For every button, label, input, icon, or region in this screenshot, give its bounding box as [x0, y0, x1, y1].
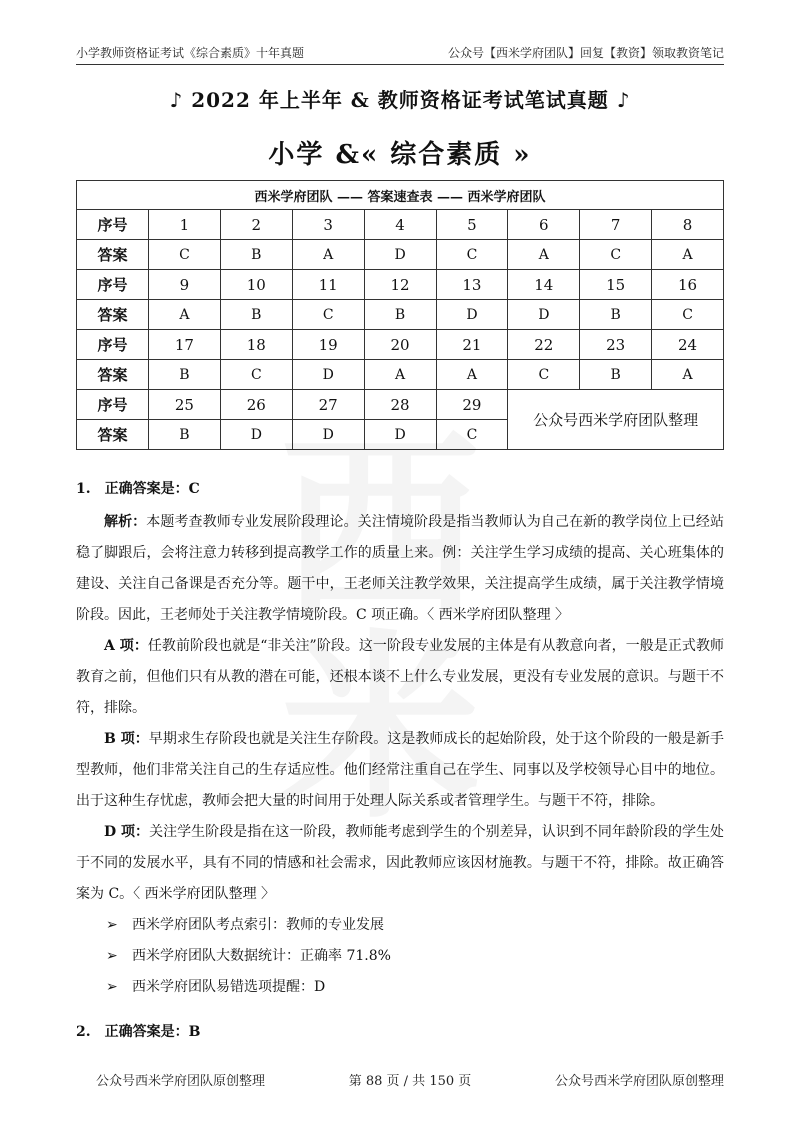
answer-table-note: 公众号西米学府团队整理: [508, 390, 724, 450]
header-left-text: 小学教师资格证考试《综合素质》十年真题: [76, 46, 305, 60]
question-number-cell: 20: [364, 330, 436, 360]
question-number-cell: 16: [652, 270, 724, 300]
question-number-cell: 21: [436, 330, 508, 360]
footer-left-text: 公众号西米学府团队原创整理: [96, 1074, 266, 1089]
answer-cell: B: [364, 300, 436, 330]
answer-cell: C: [220, 360, 292, 390]
answer-cell: B: [220, 300, 292, 330]
question-number-cell: 10: [220, 270, 292, 300]
answer-cell: D: [508, 300, 580, 330]
question-number-cell: 29: [436, 390, 508, 420]
question-number-cell: 15: [580, 270, 652, 300]
question-number-cell: 26: [220, 390, 292, 420]
answer-cell: A: [508, 240, 580, 270]
question-number-cell: 2: [220, 210, 292, 240]
page-number: 第 88 页 / 共 150 页: [348, 1074, 472, 1089]
answer-cell: D: [220, 420, 292, 450]
answer-table-caption: 西米学府团队 —— 答案速查表 —— 西米学府团队: [77, 181, 724, 210]
header-right-text: 公众号【西米学府团队】回复【教资】领取教资笔记: [447, 46, 724, 60]
answer-cell: C: [436, 240, 508, 270]
row-label-number: 序号: [77, 390, 149, 420]
answer-cell: B: [580, 360, 652, 390]
question-number-cell: 3: [292, 210, 364, 240]
q1-bullet-keypoint: ➢ 西米学府团队考点索引：教师的专业发展: [76, 910, 724, 941]
question-number-cell: 12: [364, 270, 436, 300]
row-label-answer: 答案: [77, 420, 149, 450]
q1-heading: 1. 正确答案是：C: [76, 481, 200, 497]
answer-table: [76, 180, 724, 450]
q1-option-d: D 项：关注学生阶段是指在这一阶段，教师能考虑到学生的个别差异，认识到不同年龄阶段的学生处于不同的发展水平，具有不同的情感和社会需求，因此教师应该因材施教。与题干不符，排除。故正确答案为 C。〈 西米学府团队整理 〉: [76, 824, 725, 902]
answer-cell: D: [436, 300, 508, 330]
question-number-cell: 25: [149, 390, 221, 420]
answer-cell: A: [436, 360, 508, 390]
question-number-cell: 18: [220, 330, 292, 360]
question-number-cell: 22: [508, 330, 580, 360]
q1-analysis: 解析：本题考查教师专业发展阶段理论。关注情境阶段是指当教师认为自己在新的教学岗位上已经站稳了脚跟后，会将注意力转移到提高教学工作的质量上来。例：关注学生学习成绩的提高、关心班集体的建设、关注自己备课是否充分等。题干中，王老师关注教学效果，关注提高学生成绩，属于关注教学情境阶段。因此，王老师处于关注教学情境阶段。C 项正确。〈 西米学府团队整理 〉: [76, 514, 724, 623]
row-label-answer: 答案: [77, 240, 149, 270]
answer-cell: D: [364, 240, 436, 270]
q2-heading: 2. 正确答案是：B: [76, 1024, 201, 1040]
page-footer: [96, 1070, 724, 1090]
answer-cell: C: [292, 300, 364, 330]
q1-bullet-accuracy: ➢ 西米学府团队大数据统计：正确率 71.8%: [76, 941, 724, 972]
answer-cell: C: [149, 240, 221, 270]
answer-cell: A: [652, 360, 724, 390]
answer-cell: C: [436, 420, 508, 450]
answer-cell: C: [652, 300, 724, 330]
row-label-answer: 答案: [77, 300, 149, 330]
q1-option-a: A 项：任教前阶段也就是“非关注”阶段。这一阶段专业发展的主体是有从教意向者，一般是正式教师教育之前，但他们只有从教的潜在可能，还根本谈不上什么专业发展，更没有专业发展的意识。与题干不符，排除。: [76, 638, 724, 716]
question-content: [76, 474, 724, 1048]
arrow-bullet-icon: ➢: [106, 948, 118, 964]
answer-cell: A: [652, 240, 724, 270]
page-title: ♪ 2022 年上半年 & 教师资格证考试笔试真题 ♪: [169, 88, 631, 112]
answer-cell: A: [292, 240, 364, 270]
answer-cell: B: [220, 240, 292, 270]
question-number-cell: 7: [580, 210, 652, 240]
question-number-cell: 14: [508, 270, 580, 300]
row-label-number: 序号: [77, 270, 149, 300]
page-subtitle: 小学 &« 综合素质 »: [268, 140, 532, 170]
question-number-cell: 24: [652, 330, 724, 360]
answer-cell: A: [149, 300, 221, 330]
question-number-cell: 9: [149, 270, 221, 300]
answer-cell: D: [292, 360, 364, 390]
answer-cell: A: [364, 360, 436, 390]
answer-cell: D: [364, 420, 436, 450]
question-number-cell: 28: [364, 390, 436, 420]
question-number-cell: 6: [508, 210, 580, 240]
arrow-bullet-icon: ➢: [106, 917, 118, 933]
question-number-cell: 1: [149, 210, 221, 240]
question-number-cell: 11: [292, 270, 364, 300]
answer-cell: D: [292, 420, 364, 450]
answer-cell: B: [149, 360, 221, 390]
row-label-number: 序号: [77, 330, 149, 360]
answer-cell: C: [580, 240, 652, 270]
row-label-number: 序号: [77, 210, 149, 240]
footer-right-text: 公众号西米学府团队原创整理: [554, 1074, 724, 1089]
answer-cell: C: [508, 360, 580, 390]
question-number-cell: 19: [292, 330, 364, 360]
answer-cell: B: [149, 420, 221, 450]
row-label-answer: 答案: [77, 360, 149, 390]
q1-option-b: B 项：早期求生存阶段也就是关注生存阶段。这是教师成长的起始阶段，处于这个阶段的一般是新手型教师，他们非常关注自己的生存适应性。他们经常注重自己在学生、同事以及学校领导心目中的地位。出于这种生存忧虑，教师会把大量的时间用于处理人际关系或者管理学生。与题干不符，排除。: [76, 731, 724, 809]
q1-bullet-mistake: ➢ 西米学府团队易错选项提醒：D: [76, 972, 724, 1003]
question-number-cell: 4: [364, 210, 436, 240]
page-header: [76, 40, 724, 65]
question-number-cell: 27: [292, 390, 364, 420]
question-number-cell: 8: [652, 210, 724, 240]
question-number-cell: 13: [436, 270, 508, 300]
question-number-cell: 5: [436, 210, 508, 240]
answer-cell: B: [580, 300, 652, 330]
arrow-bullet-icon: ➢: [106, 979, 118, 995]
question-number-cell: 17: [149, 330, 221, 360]
question-number-cell: 23: [580, 330, 652, 360]
